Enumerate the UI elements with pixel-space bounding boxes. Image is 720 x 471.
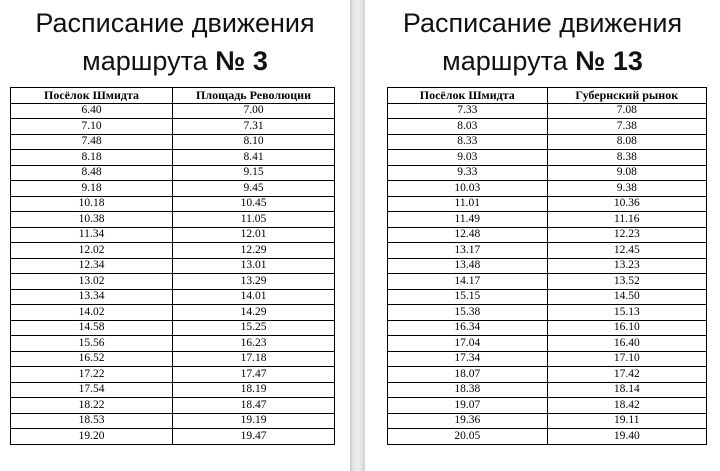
table-row	[388, 119, 707, 135]
arrival-time-cell: 19.19	[173, 413, 335, 429]
table-row	[388, 134, 707, 150]
departure-time-cell: 19.07	[388, 398, 548, 414]
table-row	[388, 212, 707, 228]
arrival-time-cell: 9.08	[547, 165, 707, 181]
table-row	[388, 382, 707, 398]
departure-time-cell: 8.48	[11, 165, 173, 181]
arrival-time-cell: 19.40	[547, 429, 707, 445]
departure-time-cell: 12.02	[11, 243, 173, 259]
table-row	[388, 258, 707, 274]
table-row	[388, 320, 707, 336]
column-header-arrival: Губернский рынок	[547, 88, 707, 104]
arrival-time-cell: 16.10	[547, 320, 707, 336]
departure-time-cell: 12.34	[11, 258, 173, 274]
arrival-time-cell: 18.14	[547, 382, 707, 398]
departure-time-cell: 13.34	[11, 289, 173, 305]
table-row	[388, 103, 707, 119]
arrival-time-cell: 14.29	[173, 305, 335, 321]
departure-time-cell: 17.54	[11, 382, 173, 398]
arrival-time-cell: 14.50	[547, 289, 707, 305]
table-row	[11, 320, 335, 336]
route-13-number: № 13	[575, 46, 643, 76]
table-row	[388, 413, 707, 429]
arrival-time-cell: 7.08	[547, 103, 707, 119]
arrival-time-cell: 12.45	[547, 243, 707, 259]
departure-time-cell: 20.05	[388, 429, 548, 445]
table-row	[388, 429, 707, 445]
departure-time-cell: 15.38	[388, 305, 548, 321]
arrival-time-cell: 7.38	[547, 119, 707, 135]
table-row	[11, 103, 335, 119]
arrival-time-cell: 10.36	[547, 196, 707, 212]
table-row	[11, 274, 335, 290]
departure-time-cell: 11.01	[388, 196, 548, 212]
arrival-time-cell: 16.40	[547, 336, 707, 352]
departure-time-cell: 17.22	[11, 367, 173, 383]
table-row	[11, 398, 335, 414]
arrival-time-cell: 13.52	[547, 274, 707, 290]
table-row	[11, 413, 335, 429]
departure-time-cell: 13.02	[11, 274, 173, 290]
departure-time-cell: 9.18	[11, 181, 173, 197]
departure-time-cell: 14.17	[388, 274, 548, 290]
arrival-time-cell: 9.15	[173, 165, 335, 181]
route-3-title-line1: Расписание движения	[35, 8, 315, 38]
route-3-title	[0, 4, 350, 80]
column-header-arrival: Площадь Революции	[173, 88, 335, 104]
arrival-time-cell: 17.18	[173, 351, 335, 367]
column-header-departure: Посёлок Шмидта	[11, 88, 173, 104]
route-3-schedule-table	[10, 87, 335, 445]
departure-time-cell: 18.53	[11, 413, 173, 429]
departure-time-cell: 12.48	[388, 227, 548, 243]
table-row	[11, 289, 335, 305]
table-row	[388, 165, 707, 181]
arrival-time-cell: 8.41	[173, 150, 335, 166]
arrival-time-cell: 9.38	[547, 181, 707, 197]
table-row	[388, 181, 707, 197]
arrival-time-cell: 15.13	[547, 305, 707, 321]
arrival-time-cell: 13.23	[547, 258, 707, 274]
departure-time-cell: 11.49	[388, 212, 548, 228]
route-3-title-prefix: маршрута	[82, 46, 208, 76]
route-13-title-line1: Расписание движения	[402, 8, 683, 38]
table-row	[11, 227, 335, 243]
route-3-number: № 3	[215, 46, 268, 76]
table-row	[11, 150, 335, 166]
route-13-title-line2	[365, 42, 720, 80]
column-header-departure: Посёлок Шмидта	[388, 88, 548, 104]
route-13-title	[365, 4, 720, 80]
table-row	[388, 289, 707, 305]
table-header-row	[11, 88, 335, 104]
departure-time-cell: 17.04	[388, 336, 548, 352]
table-row	[388, 150, 707, 166]
arrival-time-cell: 17.47	[173, 367, 335, 383]
arrival-time-cell: 12.29	[173, 243, 335, 259]
arrival-time-cell: 13.29	[173, 274, 335, 290]
table-row	[11, 336, 335, 352]
table-header-row	[388, 88, 707, 104]
departure-time-cell: 14.58	[11, 320, 173, 336]
departure-time-cell: 9.03	[388, 150, 548, 166]
departure-time-cell: 8.03	[388, 119, 548, 135]
departure-time-cell: 8.33	[388, 134, 548, 150]
departure-time-cell: 16.34	[388, 320, 548, 336]
arrival-time-cell: 18.42	[547, 398, 707, 414]
table-row	[388, 398, 707, 414]
route-13-title-prefix: маршрута	[442, 46, 568, 76]
table-row	[388, 227, 707, 243]
departure-time-cell: 13.48	[388, 258, 548, 274]
departure-time-cell: 19.20	[11, 429, 173, 445]
departure-time-cell: 14.02	[11, 305, 173, 321]
table-row	[11, 367, 335, 383]
departure-time-cell: 18.07	[388, 367, 548, 383]
table-row	[11, 165, 335, 181]
departure-time-cell: 9.33	[388, 165, 548, 181]
table-row	[388, 336, 707, 352]
table-row	[11, 305, 335, 321]
arrival-time-cell: 14.01	[173, 289, 335, 305]
arrival-time-cell: 8.38	[547, 150, 707, 166]
table-row	[11, 243, 335, 259]
departure-time-cell: 18.38	[388, 382, 548, 398]
route-3-title-line2	[0, 42, 350, 80]
table-row	[11, 212, 335, 228]
table-row	[11, 429, 335, 445]
arrival-time-cell: 15.25	[173, 320, 335, 336]
table-row	[388, 367, 707, 383]
departure-time-cell: 13.17	[388, 243, 548, 259]
route-3-page	[0, 0, 350, 471]
table-row	[11, 351, 335, 367]
table-row	[388, 305, 707, 321]
departure-time-cell: 19.36	[388, 413, 548, 429]
table-row	[11, 119, 335, 135]
departure-time-cell: 18.22	[11, 398, 173, 414]
arrival-time-cell: 17.42	[547, 367, 707, 383]
departure-time-cell: 6.40	[11, 103, 173, 119]
table-row	[11, 181, 335, 197]
route-13-page	[365, 0, 720, 471]
arrival-time-cell: 8.08	[547, 134, 707, 150]
departure-time-cell: 7.33	[388, 103, 548, 119]
departure-time-cell: 8.18	[11, 150, 173, 166]
arrival-time-cell: 17.10	[547, 351, 707, 367]
table-row	[11, 134, 335, 150]
departure-time-cell: 7.48	[11, 134, 173, 150]
table-row	[388, 351, 707, 367]
arrival-time-cell: 7.00	[173, 103, 335, 119]
arrival-time-cell: 11.16	[547, 212, 707, 228]
departure-time-cell: 17.34	[388, 351, 548, 367]
arrival-time-cell: 18.47	[173, 398, 335, 414]
arrival-time-cell: 10.45	[173, 196, 335, 212]
arrival-time-cell: 19.47	[173, 429, 335, 445]
arrival-time-cell: 9.45	[173, 181, 335, 197]
table-row	[388, 243, 707, 259]
arrival-time-cell: 19.11	[547, 413, 707, 429]
arrival-time-cell: 12.01	[173, 227, 335, 243]
table-row	[11, 382, 335, 398]
departure-time-cell: 15.15	[388, 289, 548, 305]
page-gutter	[350, 0, 365, 471]
departure-time-cell: 11.34	[11, 227, 173, 243]
route-13-schedule-table	[387, 87, 707, 445]
departure-time-cell: 10.18	[11, 196, 173, 212]
table-row	[11, 258, 335, 274]
table-row	[388, 274, 707, 290]
table-row	[388, 196, 707, 212]
table-row	[11, 196, 335, 212]
arrival-time-cell: 13.01	[173, 258, 335, 274]
arrival-time-cell: 11.05	[173, 212, 335, 228]
arrival-time-cell: 8.10	[173, 134, 335, 150]
arrival-time-cell: 18.19	[173, 382, 335, 398]
arrival-time-cell: 7.31	[173, 119, 335, 135]
departure-time-cell: 10.03	[388, 181, 548, 197]
departure-time-cell: 7.10	[11, 119, 173, 135]
arrival-time-cell: 12.23	[547, 227, 707, 243]
departure-time-cell: 16.52	[11, 351, 173, 367]
arrival-time-cell: 16.23	[173, 336, 335, 352]
departure-time-cell: 10.38	[11, 212, 173, 228]
departure-time-cell: 15.56	[11, 336, 173, 352]
